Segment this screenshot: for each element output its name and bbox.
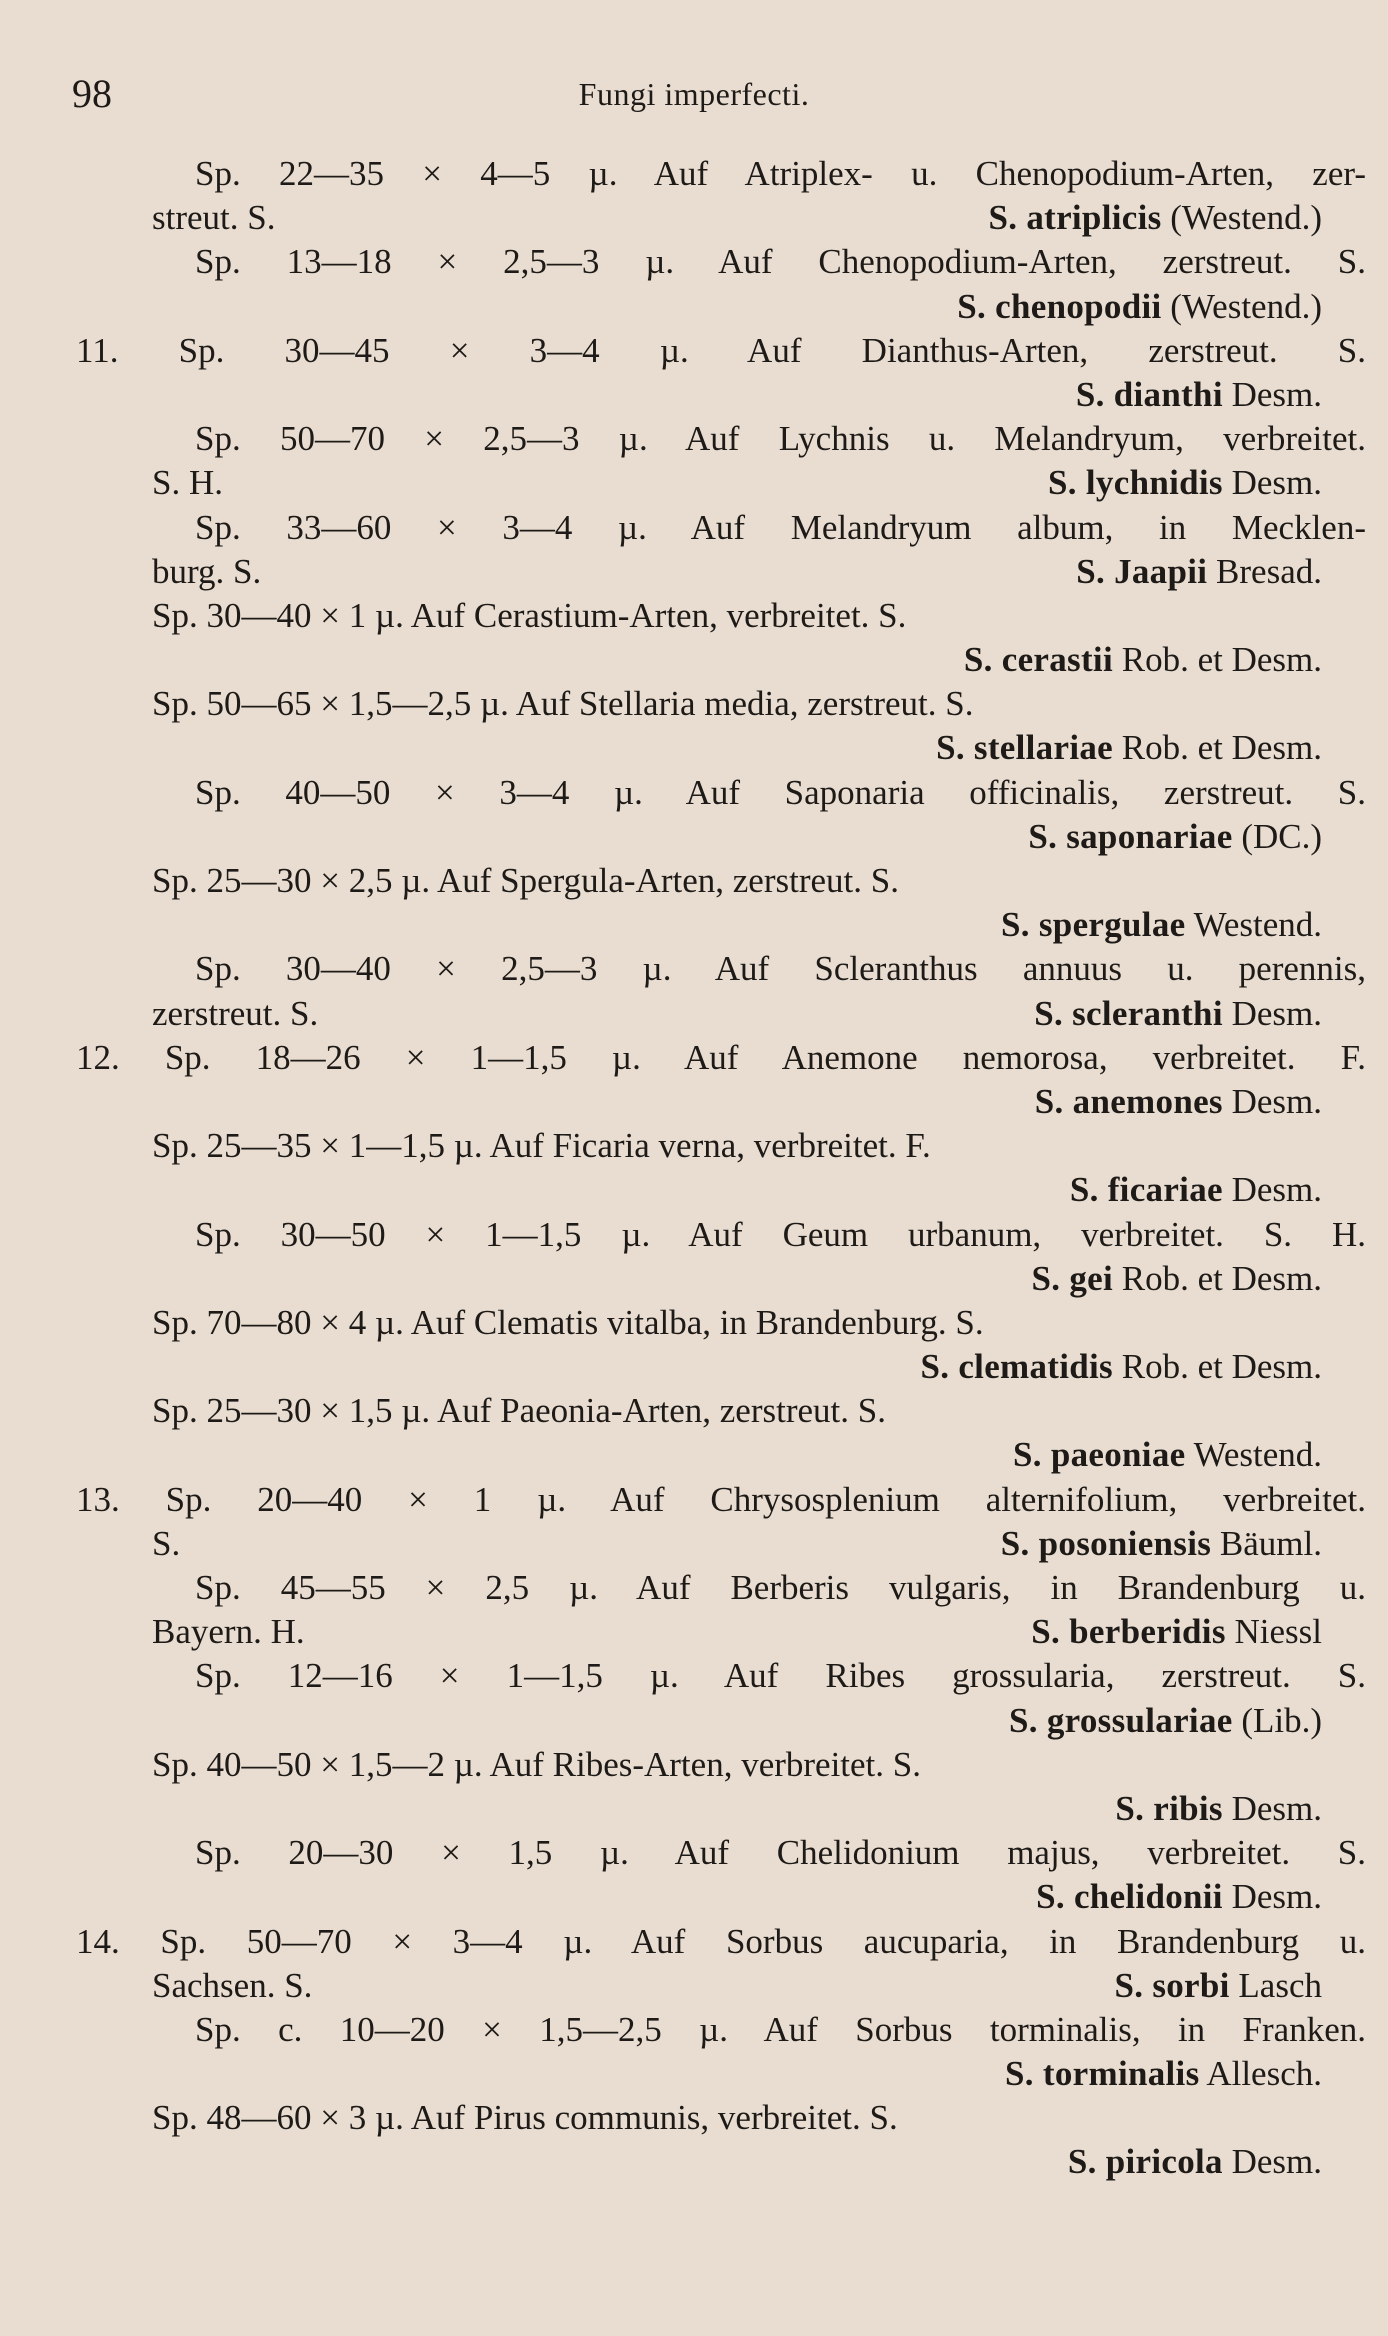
continuation-text: streut. S. bbox=[152, 198, 276, 238]
text-line bbox=[0, 726, 1388, 770]
species-epithet: S. sorbi bbox=[1114, 1965, 1230, 2005]
species-author: Desm. bbox=[1231, 2142, 1322, 2182]
species-epithet: S. berberidis bbox=[1031, 1612, 1226, 1652]
species-author: (Westend.) bbox=[1170, 286, 1322, 326]
text-line bbox=[0, 2008, 1388, 2052]
description-line: Sp. 30—40 × 1 µ. Auf Cerastium-Arten, verbreitet. S. bbox=[152, 595, 907, 635]
species-name bbox=[1009, 1699, 1322, 1743]
species-epithet: S. gei bbox=[1031, 1258, 1113, 1298]
species-author: Westend. bbox=[1193, 905, 1322, 945]
species-name bbox=[1001, 1522, 1322, 1566]
text-line bbox=[0, 1478, 1388, 1522]
species-author: (DC.) bbox=[1241, 816, 1322, 856]
text-line bbox=[0, 1257, 1388, 1301]
description-line: Sp. 40—50 × 1,5—2 µ. Auf Ribes-Arten, verbreitet. S. bbox=[152, 1744, 921, 1784]
species-author: (Lib.) bbox=[1241, 1700, 1322, 1740]
text-line bbox=[0, 1213, 1388, 1257]
page-header bbox=[72, 70, 1316, 120]
text-line bbox=[0, 373, 1388, 417]
description-line: Sp. c. 10—20 × 1,5—2,5 µ. Auf Sorbus torminalis, in Franken. bbox=[195, 2009, 1366, 2049]
species-name bbox=[1070, 1168, 1322, 1212]
numbered-description-line: 14. Sp. 50—70 × 3—4 µ. Auf Sorbus aucuparia, in Brandenburg u. bbox=[76, 1921, 1366, 1961]
description-line: Sp. 22—35 × 4—5 µ. Auf Atriplex- u. Chenopodium-Arten, zer- bbox=[195, 154, 1366, 193]
species-name bbox=[1005, 2052, 1322, 2096]
species-name bbox=[1035, 1080, 1322, 1124]
text-line bbox=[0, 1964, 1388, 2008]
text-line bbox=[0, 1610, 1388, 1654]
text-line bbox=[0, 1433, 1388, 1477]
continuation-text: burg. S. bbox=[152, 551, 262, 591]
species-name bbox=[936, 726, 1322, 770]
species-name bbox=[988, 196, 1322, 240]
description-line: Sp. 48—60 × 3 µ. Auf Pirus communis, verbreitet. S. bbox=[152, 2098, 898, 2138]
numbered-description-line: 13. Sp. 20—40 × 1 µ. Auf Chrysosplenium alternifolium, verbreitet. bbox=[76, 1479, 1366, 1519]
species-name bbox=[920, 1345, 1322, 1389]
species-name bbox=[1031, 1257, 1322, 1301]
text-line bbox=[0, 1124, 1388, 1168]
species-author: Bäuml. bbox=[1219, 1523, 1322, 1563]
text-line bbox=[0, 1699, 1388, 1743]
text-line bbox=[0, 815, 1388, 859]
description-line: Sp. 40—50 × 3—4 µ. Auf Saponaria officinalis, zerstreut. S. bbox=[195, 772, 1366, 812]
text-line bbox=[0, 1168, 1388, 1212]
description-line: Sp. 12—16 × 1—1,5 µ. Auf Ribes grossularia, zerstreut. S. bbox=[195, 1656, 1366, 1696]
species-epithet: S. posoniensis bbox=[1000, 1523, 1212, 1563]
species-name bbox=[1013, 1433, 1322, 1477]
page-number: 98 bbox=[72, 71, 112, 116]
description-line: Sp. 30—50 × 1—1,5 µ. Auf Geum urbanum, verbreitet. S. H. bbox=[195, 1214, 1366, 1254]
species-author: Rob. et Desm. bbox=[1121, 728, 1322, 768]
text-line bbox=[0, 329, 1388, 373]
species-name bbox=[1076, 550, 1322, 594]
text-line bbox=[0, 2052, 1388, 2096]
species-author: Niessl bbox=[1234, 1612, 1322, 1652]
text-line bbox=[0, 417, 1388, 461]
text-line bbox=[0, 682, 1388, 726]
text-line bbox=[0, 859, 1388, 903]
text-line bbox=[0, 1080, 1388, 1124]
description-line: Sp. 25—35 × 1—1,5 µ. Auf Ficaria verna, verbreitet. F. bbox=[152, 1126, 931, 1166]
species-epithet: S. Jaapii bbox=[1076, 551, 1208, 591]
species-author: Desm. bbox=[1231, 374, 1322, 414]
description-line: Sp. 20—30 × 1,5 µ. Auf Chelidonium majus, verbreitet. S. bbox=[195, 1833, 1366, 1873]
description-line: Sp. 25—30 × 1,5 µ. Auf Paeonia-Arten, zerstreut. S. bbox=[152, 1391, 886, 1431]
text-line bbox=[0, 1920, 1388, 1964]
numbered-description-line: 12. Sp. 18—26 × 1—1,5 µ. Auf Anemone nemorosa, verbreitet. F. bbox=[76, 1037, 1366, 1077]
species-name bbox=[957, 285, 1322, 329]
species-author: Desm. bbox=[1231, 463, 1322, 503]
text-line bbox=[0, 285, 1388, 329]
numbered-description-line: 11. Sp. 30—45 × 3—4 µ. Auf Dianthus-Arten, zerstreut. S. bbox=[76, 330, 1366, 370]
text-body bbox=[0, 152, 1388, 2185]
text-line bbox=[0, 2096, 1388, 2140]
text-line bbox=[0, 152, 1388, 196]
species-author: Desm. bbox=[1231, 993, 1322, 1033]
species-author: Rob. et Desm. bbox=[1121, 1258, 1322, 1298]
species-epithet: S. scleranthi bbox=[1034, 993, 1223, 1033]
text-line bbox=[0, 594, 1388, 638]
species-name bbox=[1114, 1964, 1322, 2008]
species-epithet: S. torminalis bbox=[1005, 2054, 1200, 2094]
description-line: Sp. 33—60 × 3—4 µ. Auf Melandryum album, in Mecklen- bbox=[195, 507, 1366, 547]
species-author: Lasch bbox=[1238, 1965, 1322, 2005]
continuation-text: zerstreut. S. bbox=[152, 993, 319, 1033]
text-line bbox=[0, 1345, 1388, 1389]
text-line bbox=[0, 506, 1388, 550]
species-epithet: S. ribis bbox=[1115, 1788, 1223, 1828]
species-author: (Westend.) bbox=[1170, 198, 1322, 238]
text-line bbox=[0, 550, 1388, 594]
species-epithet: S. ficariae bbox=[1069, 1170, 1223, 1210]
description-line: Sp. 13—18 × 2,5—3 µ. Auf Chenopodium-Arten, zerstreut. S. bbox=[195, 242, 1366, 282]
text-line bbox=[0, 1654, 1388, 1698]
species-epithet: S. lychnidis bbox=[1048, 463, 1223, 503]
description-line: Sp. 70—80 × 4 µ. Auf Clematis vitalba, in Brandenburg. S. bbox=[152, 1302, 984, 1342]
species-epithet: S. atriplicis bbox=[988, 198, 1162, 238]
species-name bbox=[1001, 903, 1322, 947]
text-line bbox=[0, 240, 1388, 284]
text-line bbox=[0, 1566, 1388, 1610]
species-author: Rob. et Desm. bbox=[1121, 640, 1322, 680]
species-epithet: S. paeoniae bbox=[1012, 1435, 1186, 1475]
species-author: Desm. bbox=[1231, 1170, 1322, 1210]
description-line: Sp. 50—70 × 2,5—3 µ. Auf Lychnis u. Melandryum, verbreitet. bbox=[195, 419, 1366, 459]
text-line bbox=[0, 1787, 1388, 1831]
species-name bbox=[1068, 2140, 1322, 2184]
species-name bbox=[1115, 1787, 1322, 1831]
species-name bbox=[1034, 992, 1322, 1036]
species-author: Desm. bbox=[1231, 1877, 1322, 1917]
species-author: Rob. et Desm. bbox=[1121, 1347, 1322, 1387]
species-name bbox=[1048, 461, 1322, 505]
description-line: Sp. 30—40 × 2,5—3 µ. Auf Scleranthus annuus u. perennis, bbox=[195, 949, 1366, 989]
species-epithet: S. clematidis bbox=[920, 1347, 1113, 1387]
description-line: Sp. 50—65 × 1,5—2,5 µ. Auf Stellaria media, zerstreut. S. bbox=[152, 684, 974, 724]
text-line bbox=[0, 903, 1388, 947]
text-line bbox=[0, 1875, 1388, 1919]
text-line bbox=[0, 638, 1388, 682]
text-line bbox=[0, 2140, 1388, 2184]
text-line bbox=[0, 771, 1388, 815]
species-epithet: S. grossulariae bbox=[1008, 1700, 1233, 1740]
species-epithet: S. spergulae bbox=[1001, 905, 1186, 945]
species-author: Bresad. bbox=[1216, 551, 1322, 591]
text-line bbox=[0, 1522, 1388, 1566]
text-line bbox=[0, 947, 1388, 991]
continuation-text: S. bbox=[152, 1523, 181, 1563]
species-author: Desm. bbox=[1231, 1081, 1322, 1121]
description-line: Sp. 25—30 × 2,5 µ. Auf Spergula-Arten, zerstreut. S. bbox=[152, 861, 899, 900]
species-name bbox=[1028, 815, 1322, 859]
species-name bbox=[1036, 1875, 1322, 1919]
species-author: Desm. bbox=[1231, 1788, 1322, 1828]
continuation-text: S. H. bbox=[152, 463, 223, 503]
text-line bbox=[0, 992, 1388, 1036]
species-author: Allesch. bbox=[1206, 2054, 1322, 2094]
running-title: Fungi imperfecti. bbox=[578, 76, 810, 112]
continuation-text: Bayern. H. bbox=[152, 1612, 305, 1652]
species-epithet: S. stellariae bbox=[936, 728, 1113, 768]
species-name bbox=[1031, 1610, 1322, 1654]
text-line bbox=[0, 461, 1388, 505]
species-epithet: S. anemones bbox=[1034, 1081, 1223, 1121]
description-line: Sp. 45—55 × 2,5 µ. Auf Berberis vulgaris, in Brandenburg u. bbox=[195, 1568, 1366, 1607]
species-epithet: S. dianthi bbox=[1075, 374, 1223, 414]
text-line bbox=[0, 196, 1388, 240]
species-epithet: S. cerastii bbox=[963, 640, 1113, 680]
species-epithet: S. piricola bbox=[1067, 2142, 1223, 2182]
species-epithet: S. chenopodii bbox=[957, 286, 1162, 326]
species-name bbox=[964, 638, 1322, 682]
text-line bbox=[0, 1301, 1388, 1345]
text-line bbox=[0, 1831, 1388, 1875]
species-author: Westend. bbox=[1193, 1435, 1322, 1475]
species-epithet: S. saponariae bbox=[1028, 816, 1233, 856]
text-line bbox=[0, 1389, 1388, 1433]
text-line bbox=[0, 1036, 1388, 1080]
species-name bbox=[1076, 373, 1322, 417]
text-line bbox=[0, 1743, 1388, 1787]
continuation-text: Sachsen. S. bbox=[152, 1965, 313, 2005]
species-epithet: S. chelidonii bbox=[1036, 1877, 1223, 1917]
